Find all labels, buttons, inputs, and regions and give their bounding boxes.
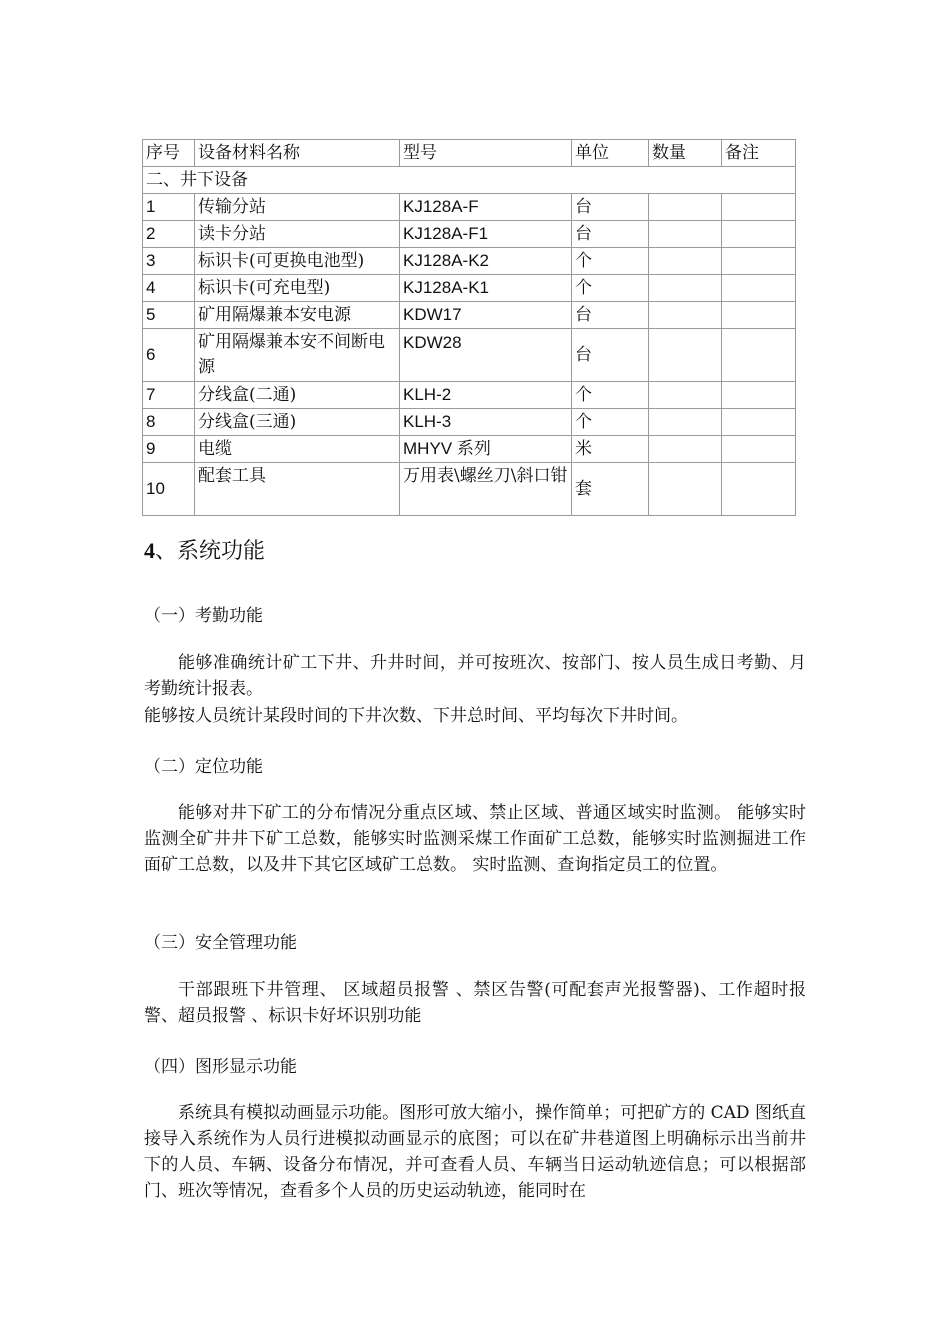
table-row (143, 221, 796, 248)
cell-unit: 台 (572, 302, 649, 329)
table-section-row (143, 167, 796, 194)
cell-note (722, 436, 796, 463)
table-row (143, 329, 796, 382)
header-model: 型号 (400, 140, 572, 167)
cell-qty (649, 463, 722, 516)
subsection-title-attendance: （一）考勤功能 (144, 606, 263, 626)
cell-qty (649, 409, 722, 436)
cell-no: 1 (143, 194, 195, 221)
cell-unit: 台 (572, 194, 649, 221)
table-row (143, 275, 796, 302)
cell-qty (649, 382, 722, 409)
cell-no: 2 (143, 221, 195, 248)
cell-note (722, 194, 796, 221)
cell-name: 读卡分站 (195, 221, 400, 248)
cell-no: 5 (143, 302, 195, 329)
cell-qty (649, 329, 722, 382)
header-note: 备注 (722, 140, 796, 167)
cell-qty (649, 221, 722, 248)
cell-note (722, 463, 796, 516)
cell-model: 万用表\螺丝刀\斜口钳 (400, 463, 572, 516)
cell-unit: 个 (572, 409, 649, 436)
cell-unit: 套 (572, 463, 649, 516)
cell-model: KJ128A-K2 (400, 248, 572, 275)
table-row (143, 382, 796, 409)
cell-note (722, 302, 796, 329)
cell-unit: 个 (572, 382, 649, 409)
cell-name: 矿用隔爆兼本安电源 (195, 302, 400, 329)
cell-qty (649, 302, 722, 329)
cell-model: KJ128A-K1 (400, 275, 572, 302)
subsection-title-safety: （三）安全管理功能 (144, 933, 297, 953)
cell-name: 分线盒(三通) (195, 409, 400, 436)
cell-name: 传输分站 (195, 194, 400, 221)
cell-name: 标识卡(可更换电池型) (195, 248, 400, 275)
cell-qty (649, 436, 722, 463)
cell-no: 4 (143, 275, 195, 302)
cell-note (722, 409, 796, 436)
paragraph-graphics: 系统具有模拟动画显示功能。图形可放大缩小，操作简单；可把矿方的 CAD 图纸直接导入系统作为人员行进模拟动画显示的底图；可以在矿井巷道图上明确标示出当前井下的人员、车辆、设备分布情况，并可查看人员、车辆当日运动轨迹信息；可以根据部门、班次等情况，查看多个人员的历史运动轨迹，能同时在 (144, 1103, 806, 1201)
cell-note (722, 329, 796, 382)
cell-note (722, 248, 796, 275)
cell-model: KLH-3 (400, 409, 572, 436)
table-row (143, 248, 796, 275)
header-unit: 单位 (572, 140, 649, 167)
table-row (143, 436, 796, 463)
cell-no: 7 (143, 382, 195, 409)
cell-qty (649, 194, 722, 221)
section-heading (144, 534, 265, 565)
cell-name: 分线盒(二通) (195, 382, 400, 409)
cell-name: 电缆 (195, 436, 400, 463)
cell-note (722, 275, 796, 302)
cell-model: KJ128A-F (400, 194, 572, 221)
cell-note (722, 221, 796, 248)
subsection-title-positioning: （二）定位功能 (144, 757, 263, 777)
cell-qty (649, 275, 722, 302)
cell-qty (649, 248, 722, 275)
paragraph-attendance-1: 能够准确统计矿工下井、升井时间，并可按班次、按部门、按人员生成日考勤、月考勤统计报表。 (144, 653, 806, 699)
cell-name: 标识卡(可充电型) (195, 275, 400, 302)
paragraph-attendance-2: 能够按人员统计某段时间的下井次数、下井总时间、平均每次下井时间。 (144, 706, 688, 726)
cell-unit: 米 (572, 436, 649, 463)
table-header-row (143, 140, 796, 167)
cell-unit: 台 (572, 329, 649, 382)
header-name: 设备材料名称 (195, 140, 400, 167)
paragraph-safety: 干部跟班下井管理、 区域超员报警 、禁区告警(可配套声光报警器)、工作超时报警、超员报警 、标识卡好坏识别功能 (144, 980, 806, 1026)
paragraph-positioning: 能够对井下矿工的分布情况分重点区域、禁止区域、普通区域实时监测。 能够实时监测全矿井井下矿工总数，能够实时监测采煤工作面矿工总数，能够实时监测掘进工作面矿工总数，以及井下其它区域矿工总数。 实时监测、查询指定员工的位置。 (144, 803, 806, 875)
cell-model: KDW28 (400, 329, 572, 382)
cell-model: KJ128A-F1 (400, 221, 572, 248)
header-no: 序号 (143, 140, 195, 167)
table-row (143, 194, 796, 221)
section-label: 二、井下设备 (143, 167, 796, 194)
cell-unit: 个 (572, 275, 649, 302)
cell-model: KDW17 (400, 302, 572, 329)
cell-no: 8 (143, 409, 195, 436)
table-row (143, 409, 796, 436)
cell-no: 10 (143, 463, 195, 516)
cell-name: 配套工具 (195, 463, 400, 516)
table-row (143, 302, 796, 329)
subsection-title-graphics: （四）图形显示功能 (144, 1057, 297, 1077)
cell-model: MHYV 系列 (400, 436, 572, 463)
section-number: 4 (144, 538, 155, 563)
section-title: 、系统功能 (155, 539, 266, 564)
cell-no: 6 (143, 329, 195, 382)
equipment-table (142, 139, 796, 516)
table-row (143, 463, 796, 516)
header-qty: 数量 (649, 140, 722, 167)
cell-unit: 台 (572, 221, 649, 248)
cell-no: 3 (143, 248, 195, 275)
cell-note (722, 382, 796, 409)
cell-no: 9 (143, 436, 195, 463)
cell-model: KLH-2 (400, 382, 572, 409)
cell-name: 矿用隔爆兼本安不间断电源 (195, 329, 400, 382)
cell-unit: 个 (572, 248, 649, 275)
